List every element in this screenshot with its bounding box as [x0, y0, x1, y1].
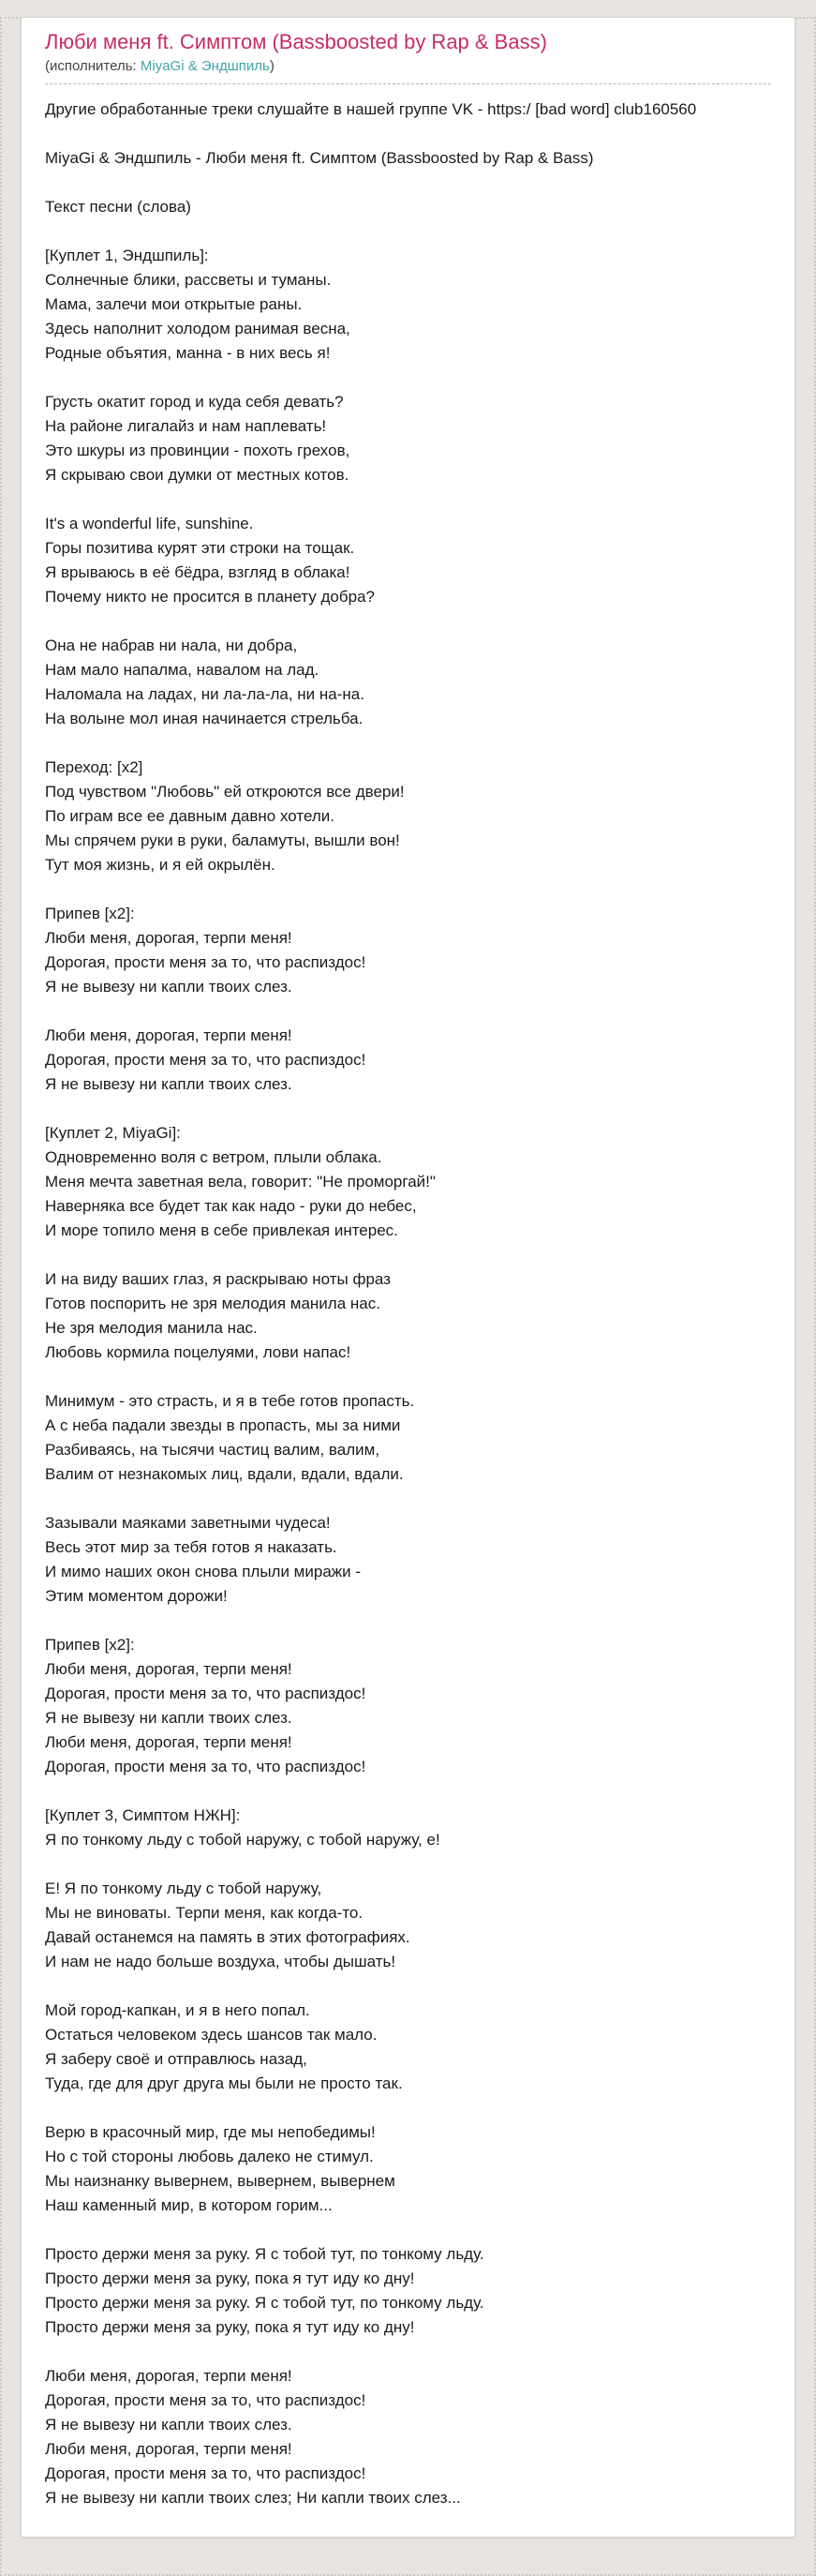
lyric-line	[45, 1365, 771, 1389]
lyric-line: Люби меня, дорогая, терпи меня!	[45, 2440, 292, 2458]
lyric-line: Дорогая, прости меня за то, что распиздос!	[45, 1685, 366, 1702]
lyric-line: Люби меня, дорогая, терпи меня!	[45, 1733, 292, 1751]
lyric-line: [Куплет 3, Симптом НЖН]:	[45, 1806, 241, 1824]
lyric-line: Люби меня, дорогая, терпи меня!	[45, 929, 292, 947]
lyric-line: Под чувством "Любовь" ей откроются все двери!	[45, 783, 405, 801]
lyric-line	[45, 1852, 771, 1877]
lyric-line: Мы спрячем руки в руки, баламуты, вышли вон!	[45, 831, 400, 849]
lyric-line: Припев [x2]:	[45, 1636, 135, 1654]
lyric-line: И на виду ваших глаз, я раскрываю ноты фраз	[45, 1270, 391, 1288]
lyric-line: И море топило меня в себе привлекая интерес.	[45, 1221, 398, 1239]
lyric-line: Здесь наполнит холодом ранимая весна,	[45, 320, 350, 337]
lyric-line: Горы позитива курят эти строки на тощак.	[45, 539, 355, 557]
lyric-line: Она не набрав ни нала, ни добра,	[45, 637, 298, 654]
lyric-line: Дорогая, прости меня за то, что распиздос!	[45, 953, 366, 971]
lyric-line	[45, 1974, 771, 1999]
lyric-line: Мы не виноваты. Терпи меня, как когда-то.	[45, 1904, 363, 1922]
lyric-line	[45, 171, 771, 195]
lyric-line: Наш каменный мир, в котором горим...	[45, 2196, 333, 2214]
lyric-line	[45, 366, 771, 390]
lyric-line: It's a wonderful life, sunshine.	[45, 515, 254, 532]
lyric-line: Я не вывезу ни капли твоих слез.	[45, 1075, 292, 1093]
lyric-line: Остаться человеком здесь шансов так мало.	[45, 2026, 378, 2044]
lyric-line	[45, 1243, 771, 1267]
lyric-line: На волыне мол иная начинается стрельба.	[45, 710, 363, 727]
lyric-line: Просто держи меня за руку, пока я тут иду ко дну!	[45, 2269, 415, 2287]
lyric-line: По играм все ее давным давно хотели.	[45, 807, 334, 825]
lyric-line	[45, 609, 771, 634]
lyric-line: Дорогая, прости меня за то, что распиздос!	[45, 2391, 366, 2409]
lyric-line: Давай останемся на память в этих фотографиях.	[45, 1928, 410, 1946]
lyric-line: Наломала на ладах, ни ла-ла-ла, ни на-на.	[45, 685, 364, 703]
lyric-line: Верю в красочный мир, где мы непобедимы!	[45, 2123, 376, 2141]
lyric-line: Люби меня, дорогая, терпи меня!	[45, 2367, 292, 2385]
lyric-line: Дорогая, прости меня за то, что распиздос!	[45, 1051, 366, 1069]
lyric-line: Тут моя жизнь, и я ей окрылён.	[45, 856, 275, 874]
lyric-line	[45, 2218, 771, 2242]
lyric-line: [Куплет 1, Эндшпиль]:	[45, 247, 209, 264]
lyric-line: Зазывали маяками заветными чудеса!	[45, 1514, 331, 1532]
lyric-line: Любовь кормила поцелуями, лови напас!	[45, 1343, 351, 1361]
lyric-line: Наверняка все будет так как надо - руки до небес,	[45, 1197, 417, 1215]
lyric-line	[45, 122, 771, 146]
lyric-line: Дорогая, прости меня за то, что распиздос!	[45, 2464, 366, 2482]
lyric-line: Мой город-капкан, и я в него попал.	[45, 2001, 310, 2019]
lyric-line: Грусть окатит город и куда себя девать?	[45, 393, 344, 411]
lyric-line: Я врываюсь в её бёдра, взгляд в облака!	[45, 563, 350, 581]
lyric-line	[45, 219, 771, 244]
lyric-line: Я не вывезу ни капли твоих слез.	[45, 1709, 292, 1727]
lyric-line: Текст песни (слова)	[45, 198, 191, 216]
lyrics-card	[21, 17, 795, 2538]
lyric-line: Другие обработанные треки слушайте в нашей группе VK - https:/ [bad word] club160560	[45, 100, 697, 118]
lyric-line: И мимо наших окон снова плыли миражи -	[45, 1563, 362, 1580]
lyric-line: Весь этот мир за тебя готов я наказать.	[45, 1538, 337, 1556]
lyric-line: Нам мало напалма, навалом на лад.	[45, 661, 319, 679]
lyric-line	[45, 2096, 771, 2120]
lyric-line: Я не вывезу ни капли твоих слез.	[45, 978, 292, 996]
lyric-line: Это шкуры из провинции - похоть грехов,	[45, 442, 350, 459]
lyric-line: Разбиваясь, на тысячи частиц валим, валим,	[45, 1441, 380, 1459]
lyric-line: Готов поспорить не зря мелодия манила нас.	[45, 1295, 380, 1312]
lyric-line: [Куплет 2, MiyaGi]:	[45, 1124, 181, 1142]
lyric-line: Не зря мелодия манила нас.	[45, 1319, 258, 1337]
lyric-line: Туда, где для друг друга мы были не просто так.	[45, 2074, 403, 2092]
lyric-line: Просто держи меня за руку. Я с тобой тут, по тонкому льду.	[45, 2294, 484, 2312]
lyric-line	[45, 877, 771, 902]
lyric-line: Минимум - это страсть, и я в тебе готов пропасть.	[45, 1392, 415, 1410]
artist-paren-close: )	[269, 58, 274, 74]
lyric-line: Валим от незнакомых лиц, вдали, вдали, вдали.	[45, 1465, 404, 1483]
lyric-line: Почему никто не просится в планету добра?	[45, 588, 375, 606]
lyric-line: Солнечные блики, рассветы и туманы.	[45, 271, 332, 289]
lyric-line: Я по тонкому льду с тобой наружу, с тобой наружу, е!	[45, 1831, 440, 1849]
lyric-line: Е! Я по тонкому льду с тобой наружу,	[45, 1880, 322, 1897]
lyric-line	[45, 2340, 771, 2364]
lyric-line: Этим моментом дорожи!	[45, 1587, 228, 1605]
lyric-line: Люби меня, дорогая, терпи меня!	[45, 1026, 292, 1044]
lyric-line: Одновременно воля с ветром, плыли облака.	[45, 1148, 382, 1166]
lyric-line	[45, 1609, 771, 1633]
lyric-line: На районе лигалайз и нам наплевать!	[45, 417, 327, 435]
lyric-line: Я не вывезу ни капли твоих слез; Ни капли твоих слез...	[45, 2489, 461, 2507]
lyric-line: Я заберу своё и отправлюсь назад,	[45, 2050, 307, 2068]
lyric-line	[45, 731, 771, 756]
artist-label: (исполнитель:	[45, 58, 141, 74]
artist-link[interactable]: MiyaGi & Эндшпиль	[140, 58, 270, 74]
lyric-line: Меня мечта заветная вела, говорит: "Не проморгай!"	[45, 1173, 436, 1191]
lyric-line: Мы наизнанку вывернем, вывернем, вывернем	[45, 2172, 395, 2190]
lyric-line: MiyaGi & Эндшпиль - Люби меня ft. Симптом (Bassboosted by Rap & Bass)	[45, 149, 594, 167]
lyric-line: И нам не надо больше воздуха, чтобы дышать!	[45, 1953, 396, 1970]
lyric-line	[45, 487, 771, 512]
lyric-line	[45, 1097, 771, 1121]
lyric-line: Просто держи меня за руку, пока я тут иду ко дну!	[45, 2318, 415, 2336]
lyric-line: Просто держи меня за руку. Я с тобой тут, по тонкому льду.	[45, 2245, 484, 2263]
artist-line	[45, 57, 771, 84]
lyric-line	[45, 999, 771, 1024]
page-title: Люби меня ft. Симптом (Bassboosted by Rap & Bass)	[45, 30, 547, 53]
lyric-line: Но с той стороны любовь далеко не стимул.	[45, 2148, 374, 2165]
lyrics-text	[45, 97, 771, 2510]
lyric-line: А с неба падали звезды в пропасть, мы за ними	[45, 1416, 401, 1434]
lyric-line: Я скрываю свои думки от местных котов.	[45, 466, 349, 484]
lyric-line	[45, 1779, 771, 1804]
lyric-line: Припев [x2]:	[45, 905, 135, 922]
lyric-line	[45, 1487, 771, 1511]
lyric-line: Дорогая, прости меня за то, что распиздос!	[45, 1758, 366, 1775]
lyric-line: Я не вывезу ни капли твоих слез.	[45, 2416, 292, 2434]
lyric-line: Переход: [x2]	[45, 758, 143, 776]
lyric-line: Люби меня, дорогая, терпи меня!	[45, 1660, 292, 1678]
lyric-line: Мама, залечи мои открытые раны.	[45, 295, 303, 313]
lyric-line: Родные объятия, манна - в них весь я!	[45, 344, 331, 362]
